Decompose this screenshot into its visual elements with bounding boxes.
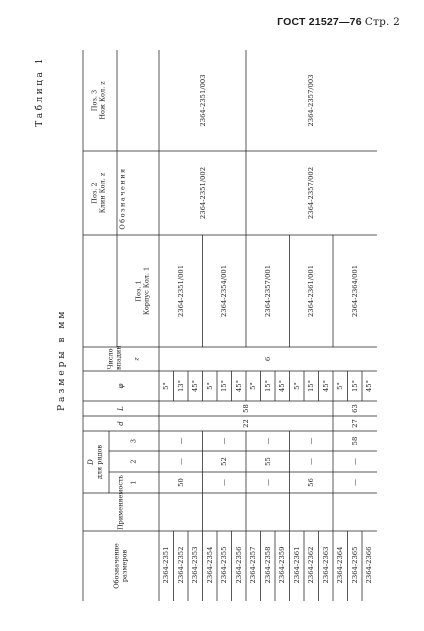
row-designation: 2364-2366 [365,546,374,584]
header-applicability: Применяемость [116,474,125,530]
row-phi: 5° [249,382,258,390]
pos1-value: 2364-2351/001 [176,264,185,318]
D-row3-value: — [307,437,316,445]
row-phi: 15° [307,379,316,393]
row-phi: 5° [292,382,301,390]
D-row3-value: — [263,437,272,445]
header-d: d [117,421,125,426]
header-row-2: 2 [129,459,138,464]
row-phi: 45° [321,379,330,393]
row-designation: 2364-2358 [263,546,272,584]
D-row1-value: 56 [307,478,316,487]
pos1-value: 2364-2354/001 [220,264,229,318]
table-caption: Таблица 1 [35,56,45,127]
row-designation: 2364-2361 [292,546,301,584]
teeth-value: 6 [263,356,272,362]
header-teeth-var: z [132,357,141,361]
pos2-value: 2364-2351/002 [198,166,207,220]
row-designation: 2364-2359 [278,546,287,584]
header-phi: φ [117,383,125,389]
D-row3-value: — [220,437,229,445]
d-value-a: 22 [242,419,250,428]
row-phi: 45° [278,379,287,393]
L-value-b: 63 [350,404,359,413]
D-row2-value: — [350,458,359,465]
pos2-value: 2364-2357/002 [307,166,316,220]
pos1-value: 2364-2357/001 [263,264,272,318]
header-D: D [87,459,95,465]
row-designation: 2364-2357 [249,546,258,584]
row-phi: 45° [234,379,243,393]
row-phi: 15° [263,379,272,393]
row-phi: 5° [162,382,171,390]
header-row-3: 3 [129,438,138,444]
row-designation: 2364-2365 [350,546,359,584]
row-phi: 5° [336,382,345,390]
D-row2-value: 52 [220,457,229,466]
header-teeth: Число впадин [106,345,122,370]
row-designation: 2364-2363 [321,546,330,584]
page-header [277,16,400,28]
header-L: L [117,406,125,411]
row-designation: 2364-2356 [234,546,243,584]
D-row1-value: 50 [176,478,185,487]
L-value-a: 58 [242,404,250,413]
D-row1-value: — [220,479,229,486]
row-designation: 2364-2352 [176,546,185,584]
row-phi: 13° [176,379,185,393]
D-row1-value: — [263,479,272,486]
pos1-value: 2364-2361/001 [307,264,316,318]
standard-number: ГОСТ 21527—76 [277,16,362,28]
D-row2-value: 55 [263,457,272,466]
rotated-table-block [35,50,377,601]
pos3-value: 2364-2357/003 [307,74,316,127]
D-row3-value: 58 [350,436,359,446]
D-row3-value: — [176,437,185,445]
row-designation: 2364-2362 [307,546,316,584]
D-row2-value: — [307,458,316,465]
row-designation: 2364-2364 [336,546,345,584]
row-designation: 2364-2355 [220,546,229,584]
row-phi: 15° [220,379,229,393]
table-grid [47,50,377,601]
header-pos1-sub: Корпус Кол. 1 [142,266,151,316]
header-pos2: Поз. 2 [90,182,99,204]
header-row-1: 1 [129,480,138,485]
row-designation: 2364-2353 [191,546,200,584]
D-row1-value: — [350,479,359,486]
row-phi: 5° [205,382,214,390]
page-number: Стр. 2 [364,16,400,28]
header-D-sub: для рядов [95,444,104,480]
row-phi: 45° [365,379,374,393]
header-pos3: Поз. 3 [90,89,99,112]
section-title: Размеры в мм [57,308,67,411]
header-oboz: Обозначения [118,167,127,230]
pos3-value: 2364-2351/003 [198,74,207,127]
header-pos1: Поз. 1 [134,280,143,302]
d-value-b: 27 [350,419,359,428]
pos1-value: 2364-2364/001 [350,264,359,318]
row-designation: 2364-2351 [162,546,171,584]
header-pos3-sub: Нож Кол. z [98,81,107,120]
row-designation: 2364-2354 [205,546,214,584]
D-row2-value: — [176,458,185,465]
row-phi: 15° [350,379,359,393]
header-pos2-sub: Клин Кол. z [98,172,107,214]
row-phi: 45° [191,379,200,393]
header-designation: Обозначение размеров [112,543,128,589]
